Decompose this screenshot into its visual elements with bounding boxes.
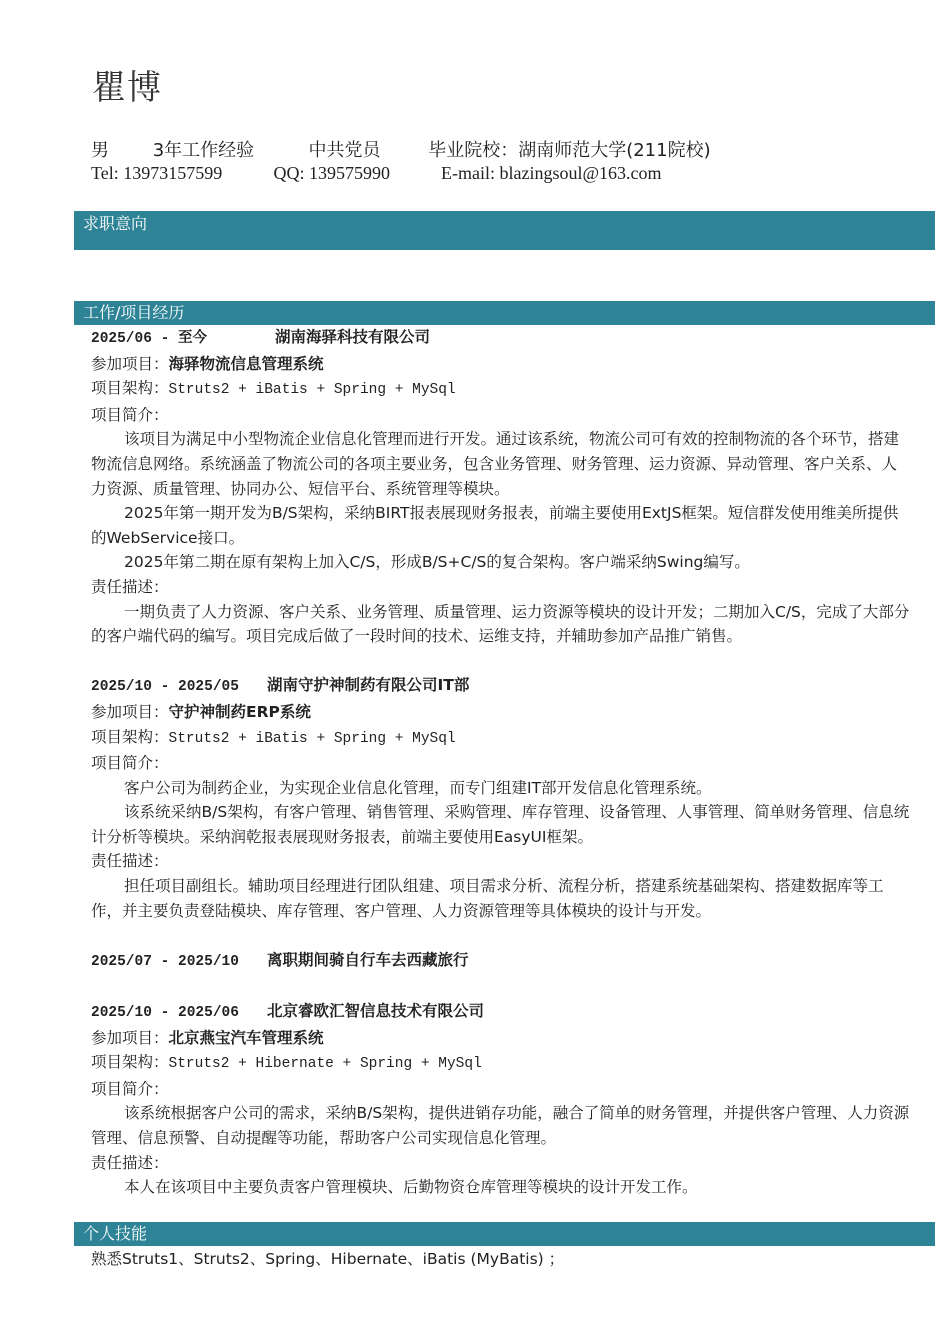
experience: 3年工作经验 [152, 140, 255, 161]
section-experience-title: 工作/项目经历 [83, 303, 185, 322]
intro-paragraph: 客户公司为制药企业，为实现企业信息化管理，而专门组建IT部开发信息化管理系统。 [124, 778, 712, 797]
arch-value: Struts2 + iBatis + Spring + MySql [168, 382, 456, 399]
school: 毕业院校：湖南师范大学(211院校) [428, 140, 711, 161]
job-entry [91, 325, 911, 649]
job-company: 北京睿欧汇智信息技术有限公司 [267, 1002, 485, 1021]
intro-paragraph: 2025年第二期在原有架构上加入C/S，形成B/S+C/S的复合架构。客户端采纳Swing编写。 [124, 553, 750, 572]
spacer [91, 649, 911, 674]
skills-line: 熟悉Struts1、Struts2、Spring、Hibernate、iBatis (MyBatis) ； [91, 1250, 565, 1268]
job-company: 离职期间骑自行车去西藏旅行 [267, 950, 469, 969]
job-period: 2025/07 - 2025/10 [91, 953, 239, 970]
job-entry [91, 948, 911, 975]
section-skills [74, 1222, 935, 1246]
arch-label: 项目架构： [91, 1053, 169, 1072]
intro-label: 项目简介： [91, 1079, 169, 1098]
duty-label: 责任描述： [91, 852, 169, 871]
job-entry [91, 673, 911, 923]
intro-paragraph: 该项目为满足中小型物流企业信息化管理而进行开发。通过该系统，物流公司可有效的控制物流的各个环节，搭建物流信息网络。系统涵盖了物流公司的各项主要业务，包含业务管理、财务管理、运力资源、异动管理、客户关系、人力资源、质量管理、协同办公、短信平台、系统管理等模块。 [91, 430, 900, 498]
intro-label: 项目简介： [91, 754, 169, 773]
project-name: 北京燕宝汽车管理系统 [168, 1028, 324, 1047]
job-period: 2025/10 - 2025/05 [91, 679, 239, 696]
job-entry [91, 999, 911, 1200]
gender: 男 [91, 140, 109, 161]
job-company: 湖南海驿科技有限公司 [275, 328, 431, 346]
basic-info-line [91, 136, 711, 162]
email: E-mail: blazingsoul@163.com [441, 163, 662, 183]
spacer [91, 923, 911, 948]
candidate-name: 瞿博 [92, 68, 162, 108]
project-label: 参加项目： [91, 354, 169, 373]
section-intent [74, 211, 935, 250]
arch-label: 项目架构： [91, 379, 169, 398]
project-label: 参加项目： [91, 702, 169, 721]
duty-label: 责任描述： [91, 1153, 169, 1172]
arch-value: Struts2 + iBatis + Spring + MySql [168, 730, 456, 747]
arch-value: Struts2 + Hibernate + Spring + MySql [168, 1056, 482, 1073]
job-period: 2025/06 - 至今 [91, 331, 208, 347]
duty-paragraph: 一期负责了人力资源、客户关系、业务管理、质量管理、运力资源等模块的设计开发；二期加入C/S，完成了大部分的客户端代码的编写。项目完成后做了一段时间的技术、运维支持，并辅助参加产品推广销售。 [91, 602, 910, 646]
skills-content [91, 1247, 911, 1272]
job-company: 湖南守护神制药有限公司IT部 [267, 676, 470, 695]
arch-label: 项目架构： [91, 727, 169, 746]
duty-paragraph: 本人在该项目中主要负责客户管理模块、后勤物资仓库管理等模块的设计开发工作。 [124, 1178, 698, 1197]
section-experience [74, 301, 935, 325]
intro-paragraph: 该系统采纳B/S架构，有客户管理、销售管理、采购管理、库存管理、设备管理、人事管理、简单财务管理、信息统计分析等模块。采纳润乾报表展现财务报表，前端主要使用EasyUI框架。 [91, 803, 910, 846]
job-period: 2025/10 - 2025/06 [91, 1005, 239, 1022]
tel: Tel: 13973157599 [91, 163, 223, 183]
party: 中共党员 [308, 140, 381, 161]
contact-line [91, 163, 662, 184]
project-label: 参加项目： [91, 1028, 169, 1047]
project-name: 海驿物流信息管理系统 [168, 354, 324, 373]
intro-paragraph: 该系统根据客户公司的需求，采纳B/S架构，提供进销存功能，融合了简单的财务管理，并提供客户管理、人力资源管理、信息预警、自动提醒等功能，帮助客户公司实现信息化管理。 [91, 1104, 910, 1147]
spacer [91, 974, 911, 999]
experience-content [91, 325, 911, 1200]
duty-paragraph: 担任项目副组长。辅助项目经理进行团队组建、项目需求分析、流程分析，搭建系统基础架构、搭建数据库等工作，并主要负责登陆模块、库存管理、客户管理、人力资源管理等具体模块的设计与开发。 [91, 877, 884, 920]
intro-paragraph: 2025年第一期开发为B/S架构，采纳BIRT报表展现财务报表，前端主要使用ExtJS框架。短信群发使用维美所提供的WebService接口。 [91, 504, 899, 547]
project-name: 守护神制药ERP系统 [168, 702, 311, 721]
intro-label: 项目简介： [91, 405, 169, 424]
section-intent-title: 求职意向 [83, 214, 148, 233]
qq: QQ: 139575990 [273, 163, 390, 183]
duty-label: 责任描述： [91, 577, 169, 596]
section-skills-title: 个人技能 [83, 1224, 148, 1243]
